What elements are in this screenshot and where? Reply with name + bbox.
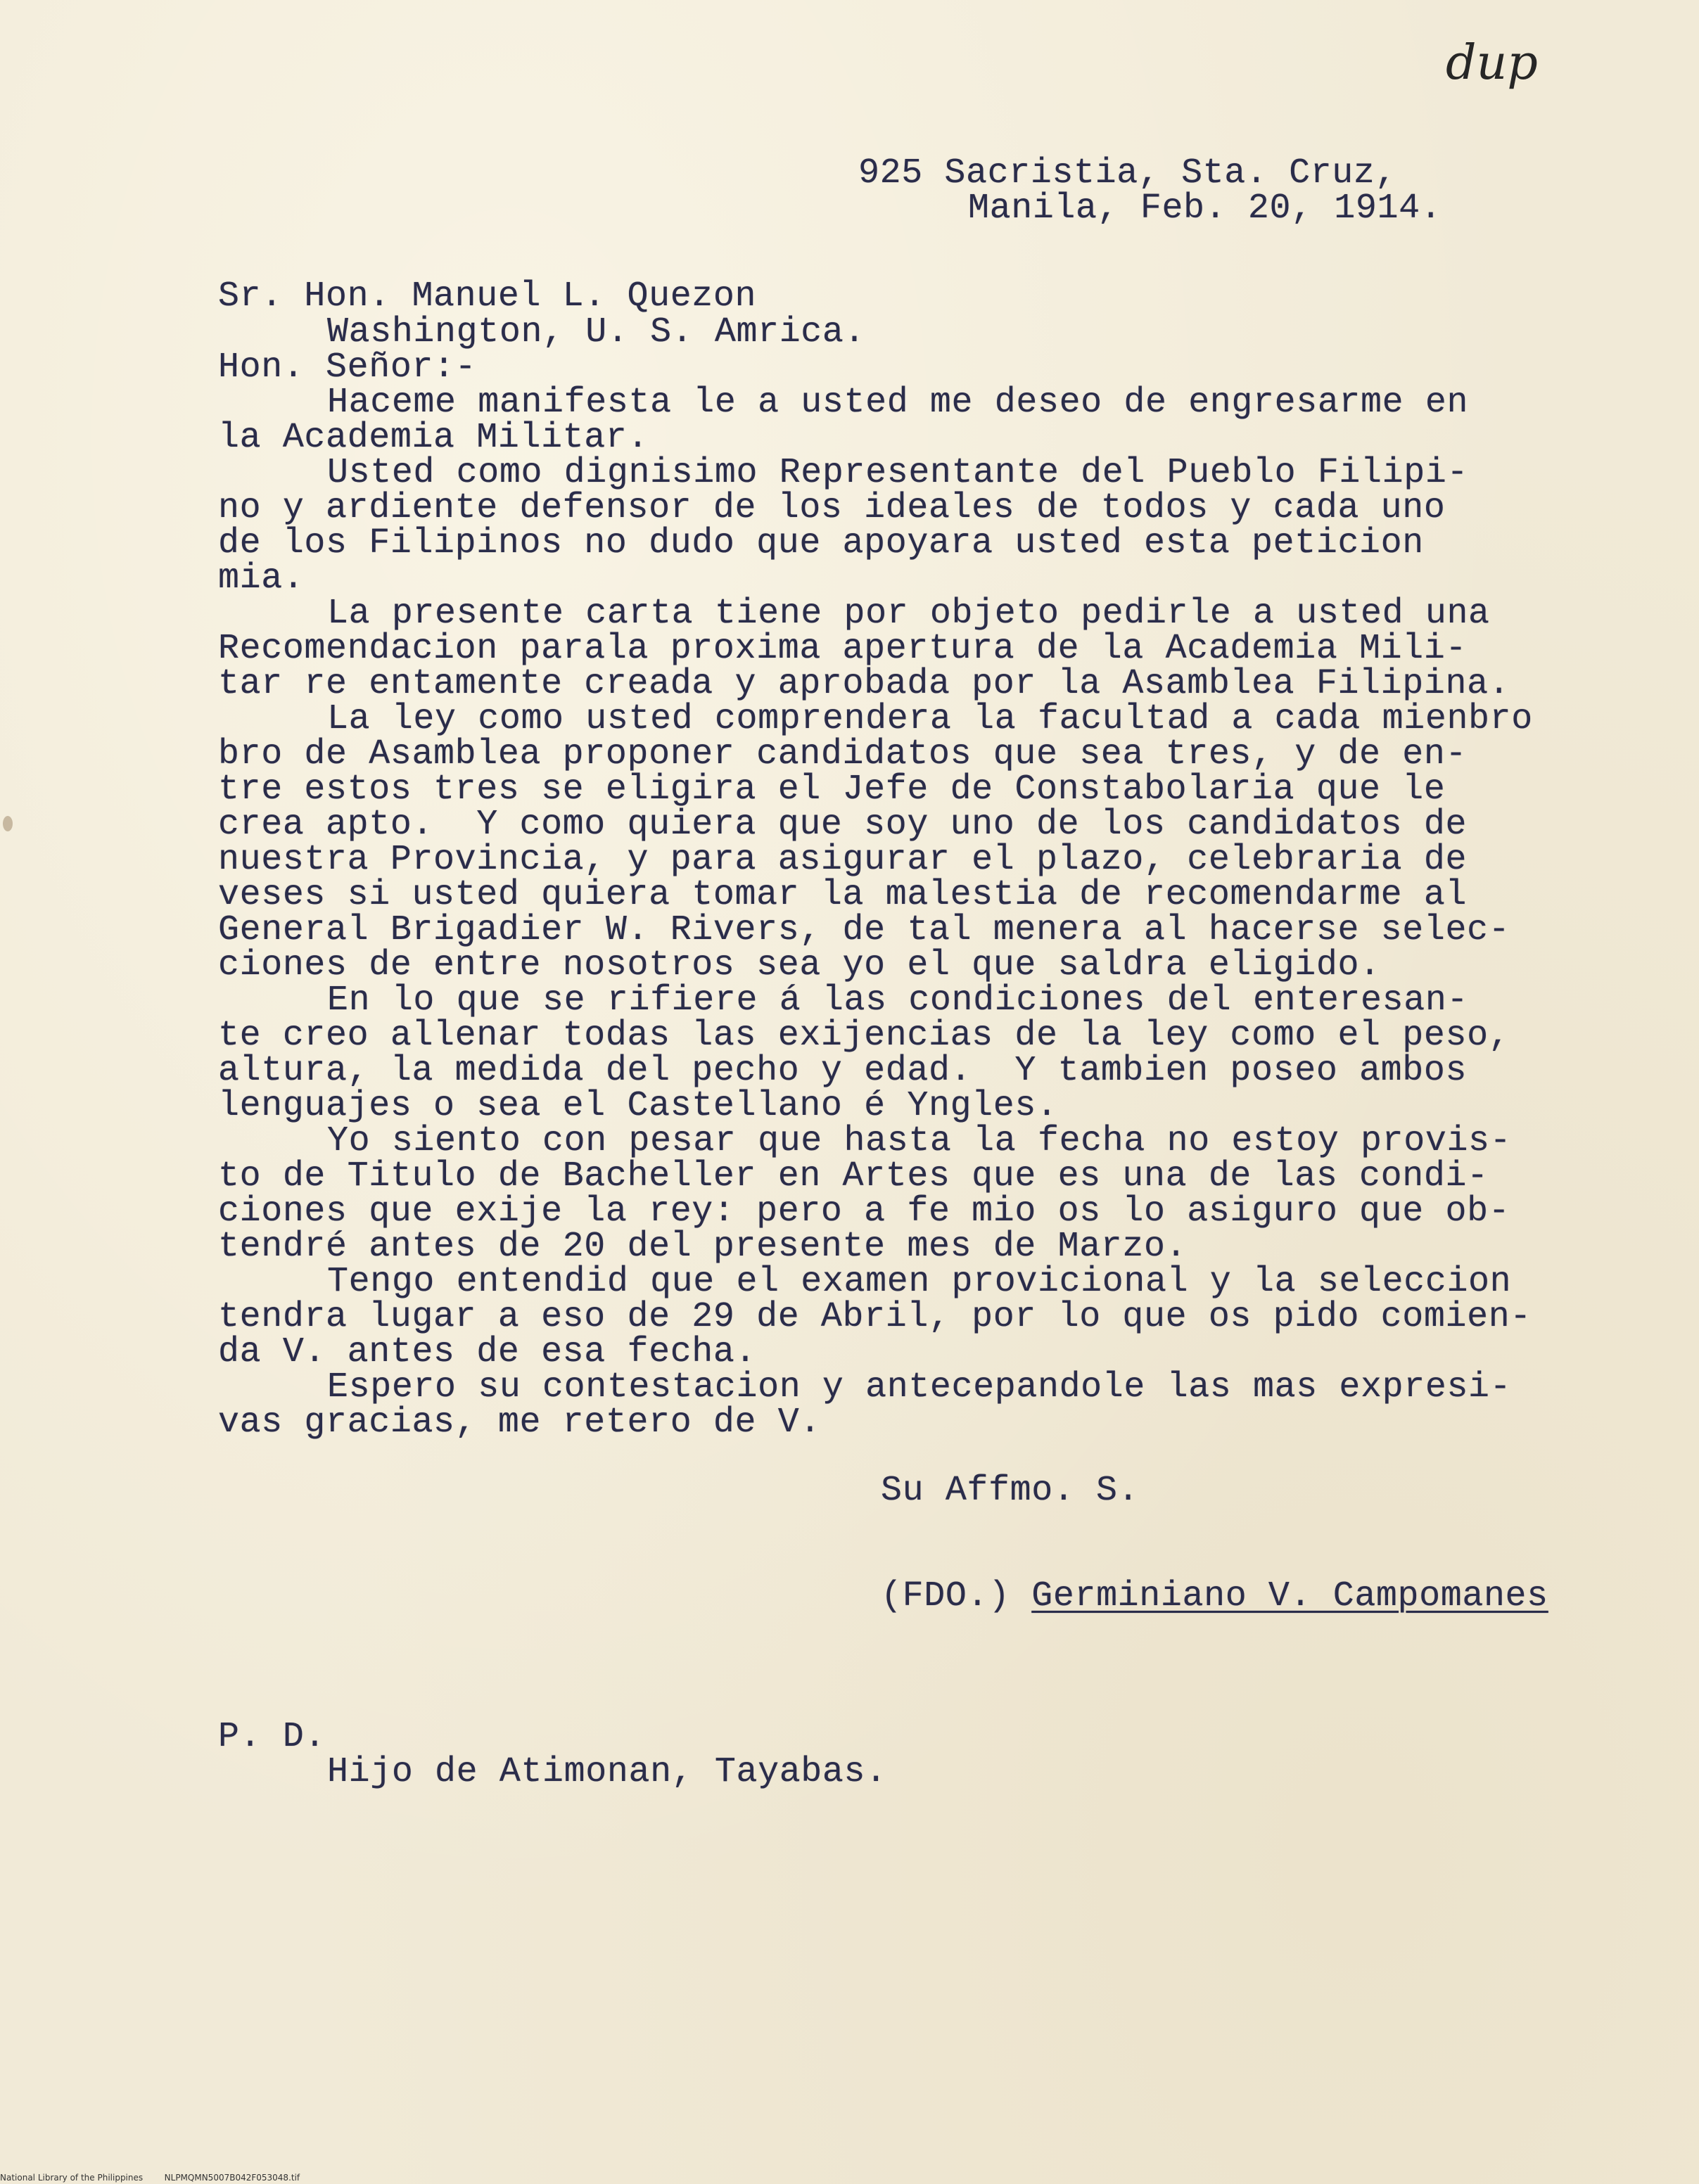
body-line: tendra lugar a eso de 29 de Abril, por lo que os pido comien- (218, 1297, 1532, 1337)
body-line: En lo que se rifiere á las condiciones del enteresan- (327, 981, 1469, 1021)
body-line: bro de Asamblea proponer candidatos que sea tres, y de en- (218, 734, 1468, 774)
body-line: La ley como usted comprendera la facultad a cada mienbro (327, 699, 1533, 739)
body-line: crea apto. Y como quiera que soy uno de los candidatos de (218, 805, 1468, 845)
body-line: veses si usted quiera tomar la malestia de recomendarme al (218, 875, 1468, 915)
recipient-location: Washington, U. S. Amrica. (327, 312, 866, 352)
signature-line (881, 1576, 1548, 1616)
signature-name: Germiniano V. Campomanes (1031, 1576, 1548, 1616)
body-line: te creo allenar todas las exijencias de la ley como el peso, (218, 1016, 1510, 1056)
paper-speck (3, 816, 13, 831)
archive-filename: NLPMQMN5007B042F053048.tif (164, 2173, 300, 2183)
body-line: Usted como dignisimo Representante del Pueblo Filipi- (327, 453, 1469, 493)
body-line: Recomendacion parala proxima apertura de la Academia Mili- (218, 629, 1468, 669)
body-line: nuestra Provincia, y para asigurar el plazo, celebraria de (218, 840, 1468, 880)
body-line: Yo siento con pesar que hasta la fecha no estoy provis- (327, 1121, 1512, 1161)
recipient-name: Sr. Hon. Manuel L. Quezon (218, 276, 757, 317)
sender-address-line1: 925 Sacristia, Sta. Cruz, (858, 153, 1397, 193)
body-line: la Academia Militar. (218, 418, 649, 458)
sender-address-date: Manila, Feb. 20, 1914. (968, 189, 1442, 229)
body-line: tre estos tres se eligira el Jefe de Constabolaria que le (218, 769, 1446, 810)
body-line: tar re entamente creada y aprobada por la Asamblea Filipina. (218, 664, 1510, 704)
signature-prefix: (FDO.) (881, 1576, 1010, 1616)
postscript-label: P. D. (218, 1717, 326, 1757)
body-line: ciones que exije la rey: pero a fe mio os lo asiguro que ob- (218, 1192, 1510, 1232)
body-line: to de Titulo de Bacheller en Artes que es una de las condi- (218, 1156, 1489, 1196)
body-line: Tengo entendid que el examen provicional y la seleccion (327, 1262, 1512, 1302)
closing: Su Affmo. S. (881, 1471, 1140, 1511)
body-line: Haceme manifesta le a usted me deseo de engresarme en (327, 383, 1469, 423)
body-line: de los Filipinos no dudo que apoyara usted esta peticion (218, 523, 1424, 563)
body-line: General Brigadier W. Rivers, de tal menera al hacerse selec- (218, 910, 1510, 950)
body-line: La presente carta tiene por objeto pedirle a usted una (327, 594, 1490, 634)
postscript-text: Hijo de Atimonan, Tayabas. (327, 1752, 887, 1792)
body-line: ciones de entre nosotros sea yo el que saldra eligido. (218, 945, 1381, 985)
salutation: Hon. Señor:- (218, 347, 477, 388)
body-line: no y ardiente defensor de los ideales de todos y cada uno (218, 488, 1446, 528)
archive-footer (0, 2173, 300, 2183)
body-line: altura, la medida del pecho y edad. Y tambien poseo ambos (218, 1051, 1468, 1091)
body-line: tendré antes de 20 del presente mes de Marzo. (218, 1227, 1188, 1267)
handwritten-note: dup (1446, 35, 1538, 91)
archive-credit: National Library of the Philippines (0, 2173, 144, 2183)
body-line: mia. (218, 558, 305, 599)
body-line: vas gracias, me retero de V. (218, 1403, 821, 1443)
body-line: lenguajes o sea el Castellano é Yngles. (218, 1086, 1058, 1126)
body-line: da V. antes de esa fecha. (218, 1332, 757, 1372)
body-line: Espero su contestacion y antecepandole las mas expresi- (327, 1367, 1512, 1407)
